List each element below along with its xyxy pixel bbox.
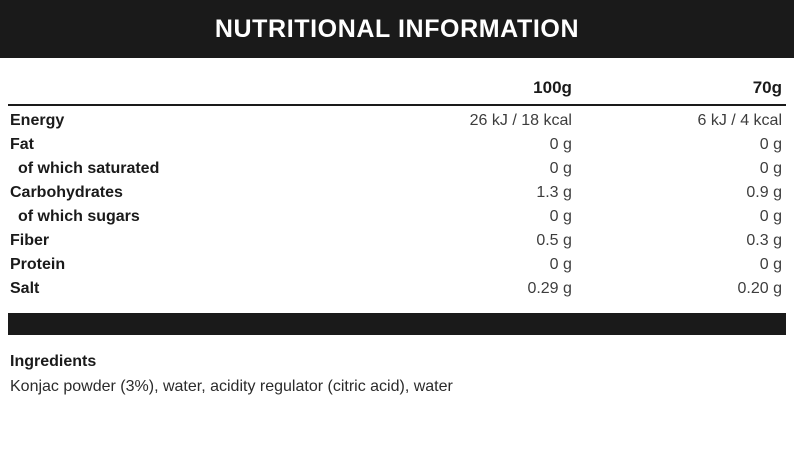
row-value-fat-70g: 0 g [759,136,782,153]
column-header-nutrient [8,78,350,105]
column-header-100g: 100g [350,78,576,105]
row-value-sugars-70g: 0 g [759,208,782,225]
row-value-saturated-100g: 0 g [549,160,572,177]
row-value-protein-100g: 0 g [549,256,572,273]
divider-bar [8,313,786,335]
ingredients-text: Konjac powder (3%), water, acidity regulator (citric acid), water [10,378,453,395]
table-row [8,277,786,301]
row-value-sugars-100g: 0 g [549,208,572,225]
row-value-carbohydrates-100g: 1.3 g [536,184,572,201]
row-label-fiber: Fiber [10,232,50,249]
title-bar [0,0,794,58]
row-label-saturated: of which saturated [18,160,160,177]
row-label-fat: Fat [10,136,34,153]
row-value-saturated-70g: 0 g [759,160,782,177]
row-value-energy-100g: 26 kJ / 18 kcal [469,112,572,129]
table-row [8,181,786,205]
row-value-energy-70g: 6 kJ / 4 kcal [697,112,782,129]
row-value-fiber-100g: 0.5 g [536,232,572,249]
table-row [8,105,786,133]
row-value-protein-70g: 0 g [759,256,782,273]
table-row [8,229,786,253]
nutrition-table-wrapper [0,78,794,301]
row-value-fat-100g: 0 g [549,136,572,153]
nutrition-table [8,78,786,301]
row-label-protein: Protein [10,256,66,273]
table-row [8,205,786,229]
row-value-carbohydrates-70g: 0.9 g [746,184,782,201]
row-label-sugars: of which sugars [18,208,140,225]
nutrition-table-head [8,78,786,105]
row-label-carbohydrates: Carbohydrates [10,184,123,201]
table-row [8,157,786,181]
row-label-energy: Energy [10,112,65,129]
column-header-70g: 70g [576,78,786,105]
row-value-salt-70g: 0.20 g [737,280,782,297]
page-title: NUTRITIONAL INFORMATION [214,14,580,43]
table-header-row [8,78,786,105]
table-row [8,133,786,157]
ingredients-section [0,335,794,397]
row-value-salt-100g: 0.29 g [527,280,572,297]
row-value-fiber-70g: 0.3 g [746,232,782,249]
nutrition-table-body [8,105,786,301]
ingredients-heading: Ingredients [10,353,97,370]
table-row [8,253,786,277]
row-label-salt: Salt [10,280,40,297]
